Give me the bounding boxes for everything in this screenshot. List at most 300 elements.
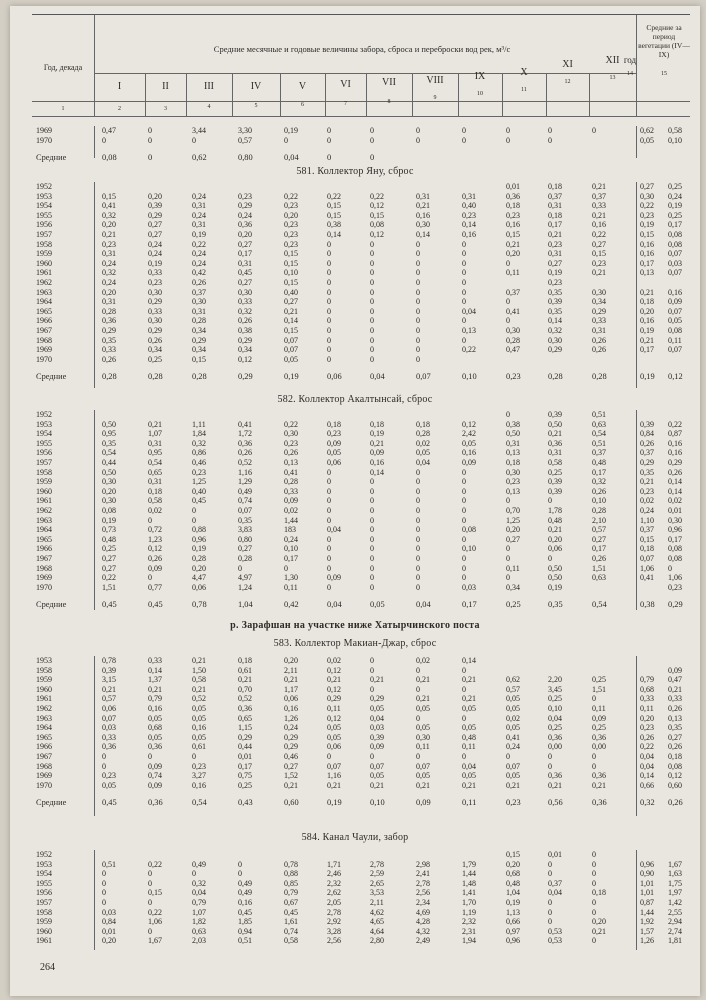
value-cell: 0: [370, 656, 374, 665]
value-cell: 2,32: [462, 917, 476, 927]
value-cell: 0: [592, 859, 596, 869]
value-cell: 1,71: [327, 859, 341, 869]
value-cell: 0,33: [668, 694, 682, 704]
value-cell: 1,81: [668, 936, 682, 946]
value-cell: 0,05: [284, 354, 298, 364]
value-cell: 0,26: [592, 345, 606, 355]
value-cell: 0,21: [592, 268, 606, 278]
value-cell: 0,51: [102, 859, 116, 869]
table-row: [32, 316, 690, 325]
value-cell: 0,24: [148, 249, 162, 259]
value-cell: 0,63: [592, 419, 606, 429]
value-cell: 0,52: [238, 458, 252, 467]
value-cell: 0: [370, 306, 374, 316]
value-cell: 0,07: [506, 761, 520, 771]
value-cell: 2,78: [370, 859, 384, 869]
table-row: [32, 742, 690, 751]
value-cell: 1,79: [462, 859, 476, 869]
value-cell: 0,17: [592, 467, 606, 477]
table-row: [32, 220, 690, 229]
value-cell: 0,20: [548, 534, 562, 544]
value-cell: 0,07: [668, 306, 682, 316]
value-cell: 0: [327, 153, 332, 163]
value-cell: 0,16: [592, 220, 606, 230]
value-cell: 0,24: [668, 191, 682, 201]
value-cell: 0,07: [238, 506, 252, 515]
value-cell: 0,02: [416, 656, 430, 665]
col-number: 15: [661, 71, 667, 77]
value-cell: 0,19: [548, 582, 562, 592]
table-row: [32, 516, 690, 525]
month-header: VIII: [426, 75, 444, 86]
year-cell: 1964: [36, 297, 52, 307]
value-cell: 0,13: [462, 326, 476, 335]
value-cell: 0,36: [548, 438, 562, 448]
value-cell: 0,12: [327, 665, 341, 675]
value-cell: 0,21: [327, 675, 341, 685]
value-cell: 0,21: [416, 201, 430, 211]
value-cell: 0,18: [640, 544, 654, 554]
value-cell: 0,16: [192, 780, 206, 790]
value-cell: 2,55: [668, 907, 682, 917]
value-cell: 0,20: [592, 917, 606, 927]
value-cell: 0,34: [192, 345, 206, 355]
value-cell: 0,38: [327, 220, 341, 230]
value-cell: 0: [327, 316, 331, 326]
value-cell: 0,60: [668, 780, 682, 790]
value-cell: 0,41: [238, 419, 252, 429]
value-cell: 0,03: [370, 723, 384, 733]
value-cell: 0,40: [192, 486, 206, 496]
table-row: [32, 268, 690, 277]
value-cell: 0,46: [192, 458, 206, 467]
value-cell: 0,14: [148, 665, 162, 675]
value-cell: 0: [592, 694, 596, 704]
table-row: [32, 355, 690, 364]
value-cell: 0,70: [506, 506, 520, 515]
value-cell: 0,36: [102, 742, 116, 752]
col-number: 5: [254, 103, 258, 109]
year-cell: 1966: [36, 742, 52, 752]
year-cell: 1954: [36, 429, 52, 439]
value-cell: 0,17: [548, 220, 562, 230]
value-cell: 0,30: [548, 335, 562, 345]
table-row: [32, 898, 690, 907]
value-cell: 0,25: [592, 675, 606, 685]
value-cell: 0,09: [416, 798, 431, 808]
value-cell: 0,19: [102, 515, 116, 525]
value-cell: 0,18: [548, 182, 562, 191]
value-cell: 0,34: [192, 326, 206, 335]
value-cell: 0: [148, 515, 152, 525]
value-cell: 1,51: [592, 563, 606, 573]
value-cell: 0,96: [640, 859, 654, 869]
value-cell: 0,36: [102, 316, 116, 326]
value-cell: 0: [548, 869, 552, 879]
value-cell: 0: [370, 354, 374, 364]
value-cell: 1,41: [462, 888, 476, 898]
value-cell: 0,26: [668, 704, 682, 713]
value-cell: 0,10: [284, 544, 298, 554]
value-cell: 0: [462, 477, 466, 487]
value-cell: 0,04: [416, 600, 431, 610]
value-cell: 0,23: [238, 191, 252, 201]
value-cell: 0,18: [640, 297, 654, 307]
value-cell: 1,50: [192, 665, 206, 675]
value-cell: 0,54: [192, 798, 207, 808]
value-cell: 0: [370, 506, 374, 515]
value-cell: 0,22: [640, 201, 654, 211]
value-cell: 0,05: [506, 771, 520, 781]
value-cell: 0,57: [238, 135, 252, 145]
value-cell: 0,28: [192, 554, 206, 563]
value-cell: 0,52: [238, 694, 252, 704]
table-row: [32, 182, 690, 191]
value-cell: 0: [462, 496, 466, 506]
value-cell: 0: [416, 345, 420, 355]
value-cell: 0,16: [284, 704, 298, 713]
value-cell: 0,10: [284, 268, 298, 278]
value-cell: 0,20: [506, 249, 520, 259]
value-cell: 0,23: [192, 761, 206, 771]
value-cell: 0: [462, 534, 466, 544]
value-cell: 0,33: [102, 732, 116, 742]
section-block: [32, 126, 690, 163]
value-cell: 1,51: [592, 684, 606, 694]
col-number: 11: [521, 87, 527, 93]
value-cell: 0: [462, 506, 466, 515]
value-cell: 0,35: [102, 438, 116, 448]
value-cell: 0,14: [370, 467, 384, 477]
value-cell: 0: [370, 268, 374, 278]
value-cell: 1,52: [284, 771, 298, 781]
value-cell: 0: [506, 410, 510, 419]
value-cell: 1,97: [668, 888, 682, 898]
value-cell: 0: [327, 467, 331, 477]
value-cell: 0,78: [102, 656, 116, 665]
year-cell: 1965: [36, 732, 52, 742]
value-cell: 0,34: [148, 345, 162, 355]
value-cell: 0,20: [102, 936, 116, 946]
value-cell: 0: [462, 713, 466, 723]
value-cell: 0: [592, 878, 596, 888]
col-number: 7: [344, 101, 347, 107]
month-header: XII: [605, 55, 620, 66]
value-cell: 0: [148, 135, 152, 145]
value-cell: 0,25: [238, 780, 252, 790]
value-cell: 0,47: [102, 126, 116, 135]
value-cell: 0,26: [284, 448, 298, 458]
value-cell: 0: [238, 563, 242, 573]
value-cell: 0,33: [238, 297, 252, 307]
value-cell: 0,04: [462, 761, 476, 771]
value-cell: 0: [192, 869, 196, 879]
year-cell: 1969: [36, 771, 52, 781]
value-cell: 0,40: [462, 201, 476, 211]
value-cell: 0: [370, 752, 374, 761]
value-cell: 0,21: [327, 780, 341, 790]
value-cell: 0,16: [148, 704, 162, 713]
value-cell: 1,07: [148, 429, 162, 439]
table-row: [32, 675, 690, 684]
value-cell: 0,20: [640, 306, 654, 316]
value-cell: 0,87: [668, 429, 682, 439]
value-cell: 0,25: [506, 600, 521, 610]
table-row: [32, 564, 690, 573]
value-cell: 0,33: [284, 486, 298, 496]
value-cell: 0,09: [462, 458, 476, 467]
value-cell: 0,05: [668, 316, 682, 326]
value-cell: 0,05: [640, 135, 654, 145]
value-cell: 0,07: [284, 345, 298, 355]
value-cell: 0,48: [548, 515, 562, 525]
value-cell: 0,33: [148, 656, 162, 665]
section-block: [32, 656, 690, 816]
value-cell: 0,27: [238, 239, 252, 249]
value-cell: 0: [102, 135, 106, 145]
value-cell: 0,36: [592, 798, 607, 808]
year-cell: 1963: [36, 287, 52, 297]
value-cell: 1,15: [238, 723, 252, 733]
value-cell: 1,84: [192, 429, 206, 439]
value-cell: 0,23: [148, 278, 162, 287]
value-cell: 0: [370, 335, 374, 345]
year-cell: 1955: [36, 210, 52, 220]
value-cell: 0: [370, 684, 374, 694]
value-cell: 0,05: [370, 704, 384, 713]
value-cell: 0,79: [148, 694, 162, 704]
value-cell: 1,24: [238, 582, 252, 592]
value-cell: 0,13: [506, 448, 520, 458]
value-cell: 0,11: [462, 742, 476, 752]
value-cell: 0: [327, 306, 331, 316]
value-cell: 0: [416, 287, 420, 297]
value-cell: 0,24: [192, 258, 206, 268]
value-cell: 0,29: [148, 297, 162, 307]
value-cell: 0: [416, 239, 420, 249]
value-cell: 0: [462, 563, 466, 573]
value-cell: 0,74: [148, 771, 162, 781]
value-cell: 0: [370, 316, 374, 326]
value-cell: 0,68: [148, 723, 162, 733]
value-cell: 1,06: [640, 563, 654, 573]
value-cell: 0,27: [284, 297, 298, 307]
value-cell: 0: [148, 573, 152, 583]
value-cell: 0,15: [284, 258, 298, 268]
value-cell: 0,00: [548, 742, 562, 752]
value-cell: 0: [592, 869, 596, 879]
section-title: 582. Коллектор Акалтынсай, сброс: [277, 394, 433, 405]
value-cell: 0,95: [102, 429, 116, 439]
value-cell: 0: [192, 752, 196, 761]
value-cell: 0: [370, 297, 374, 307]
value-cell: 0,17: [640, 258, 654, 268]
value-cell: 0,36: [592, 771, 606, 781]
value-cell: 0,54: [102, 448, 116, 458]
value-cell: 2,11: [284, 665, 298, 675]
value-cell: 0,54: [592, 600, 607, 610]
value-cell: 0,50: [102, 467, 116, 477]
value-cell: 0,27: [548, 258, 562, 268]
value-cell: 0,14: [462, 220, 476, 230]
value-cell: 0,32: [102, 268, 116, 278]
value-cell: 0: [327, 239, 331, 249]
section-block: [32, 182, 690, 388]
value-cell: 0: [592, 752, 596, 761]
value-cell: 0,35: [548, 306, 562, 316]
value-cell: 0,09: [668, 665, 682, 675]
value-cell: 0: [327, 335, 331, 345]
value-cell: 0,30: [148, 316, 162, 326]
value-cell: 0,22: [640, 742, 654, 752]
value-cell: 0,16: [462, 448, 476, 458]
value-cell: 0,20: [284, 656, 298, 665]
value-cell: 0: [327, 297, 331, 307]
table-row: [32, 554, 690, 563]
value-cell: 0,23: [284, 239, 298, 249]
value-cell: 0,26: [640, 438, 654, 448]
value-cell: 0,02: [416, 438, 430, 448]
table-row: [32, 230, 690, 239]
value-cell: 0,08: [102, 506, 116, 515]
value-cell: 0,14: [548, 316, 562, 326]
section-block: [32, 410, 690, 610]
table-row: [32, 336, 690, 345]
value-cell: 0: [506, 554, 510, 563]
value-cell: 0,21: [668, 684, 682, 694]
month-header: IV: [250, 81, 262, 92]
value-cell: 2,46: [327, 869, 341, 879]
value-cell: 0,28: [192, 316, 206, 326]
value-cell: 0: [370, 582, 374, 592]
value-cell: 2,78: [327, 907, 341, 917]
value-cell: 0,29: [327, 694, 341, 704]
value-cell: 0: [370, 486, 374, 496]
value-cell: 0,09: [148, 761, 162, 771]
value-cell: 0,21: [640, 335, 654, 345]
table-row: [32, 136, 690, 145]
value-cell: 0: [370, 345, 374, 355]
value-cell: 1,01: [640, 878, 654, 888]
value-cell: 0: [548, 135, 552, 145]
value-cell: 0,20: [284, 210, 298, 220]
table-row: [32, 420, 690, 429]
value-cell: 0,36: [238, 704, 252, 713]
value-cell: 0,04: [548, 888, 562, 898]
average-row: [32, 153, 690, 162]
value-cell: 0,29: [284, 732, 298, 742]
book-page: [10, 6, 700, 996]
value-cell: 0,57: [102, 694, 116, 704]
value-cell: 0,30: [148, 287, 162, 297]
value-cell: 0,61: [238, 665, 252, 675]
value-cell: 0,61: [192, 742, 206, 752]
value-cell: 0,12: [462, 419, 476, 429]
value-cell: 0,50: [548, 419, 562, 429]
year-cell: 1959: [36, 917, 52, 927]
year-cell: 1956: [36, 220, 52, 230]
value-cell: 0,33: [592, 201, 606, 211]
value-cell: 0,84: [102, 917, 116, 927]
value-cell: 3,28: [327, 926, 341, 936]
value-cell: 0,31: [462, 191, 476, 201]
value-cell: 0,05: [327, 723, 341, 733]
year-cell: 1955: [36, 878, 52, 888]
value-cell: 0,27: [668, 732, 682, 742]
year-cell: 1959: [36, 675, 52, 685]
value-cell: 0: [462, 316, 466, 326]
value-cell: 0: [327, 287, 331, 297]
value-cell: 0,21: [462, 675, 476, 685]
table-row: [32, 685, 690, 694]
value-cell: 0: [370, 665, 374, 675]
value-cell: 0,05: [506, 704, 520, 713]
value-cell: 0,21: [506, 239, 520, 249]
value-cell: 0,07: [102, 713, 116, 723]
value-cell: 0: [592, 850, 596, 859]
value-cell: 0,39: [548, 297, 562, 307]
value-cell: 0,23: [102, 771, 116, 781]
value-cell: 0,13: [668, 713, 682, 723]
value-cell: 0: [548, 761, 552, 771]
value-cell: 0: [192, 135, 196, 145]
value-cell: 0: [327, 515, 331, 525]
value-cell: 0,12: [668, 372, 683, 382]
value-cell: 2,42: [462, 429, 476, 439]
table-row: [32, 752, 690, 761]
value-cell: 0,29: [148, 326, 162, 335]
value-cell: 0,62: [192, 153, 207, 163]
value-cell: 0,02: [668, 496, 682, 506]
value-cell: 0,34: [238, 345, 252, 355]
value-cell: 0: [327, 258, 331, 268]
table-row: [32, 278, 690, 287]
value-cell: 0: [370, 153, 375, 163]
value-cell: 0,10: [548, 704, 562, 713]
value-cell: 0,11: [506, 268, 520, 278]
value-cell: 0,42: [192, 268, 206, 278]
value-cell: 0: [462, 287, 466, 297]
table-row: [32, 573, 690, 582]
month-header: X: [520, 67, 528, 78]
value-cell: 0,21: [148, 419, 162, 429]
value-cell: 0: [370, 278, 374, 287]
value-cell: 0,20: [238, 230, 252, 239]
value-cell: 0: [370, 563, 374, 573]
value-cell: 0: [148, 153, 153, 163]
value-cell: 2,62: [327, 888, 341, 898]
value-cell: 1,61: [284, 917, 298, 927]
average-label: Средние: [36, 372, 67, 382]
year-cell: 1969: [36, 126, 52, 135]
value-cell: 0,15: [284, 249, 298, 259]
value-cell: 0,39: [548, 477, 562, 487]
year-cell: 1961: [36, 936, 52, 946]
value-cell: 0: [548, 126, 552, 135]
value-cell: 0,31: [192, 220, 206, 230]
table-row: [32, 850, 690, 859]
year-cell: 1955: [36, 438, 52, 448]
value-cell: 0,87: [640, 898, 654, 907]
value-cell: 0,35: [548, 600, 563, 610]
value-cell: 0,33: [148, 306, 162, 316]
value-cell: 0,27: [102, 563, 116, 573]
value-cell: 0,05: [462, 438, 476, 448]
value-cell: 0,45: [238, 268, 252, 278]
value-cell: 0,30: [640, 191, 654, 201]
value-cell: 0,18: [327, 419, 341, 429]
value-cell: 0,30: [668, 515, 682, 525]
